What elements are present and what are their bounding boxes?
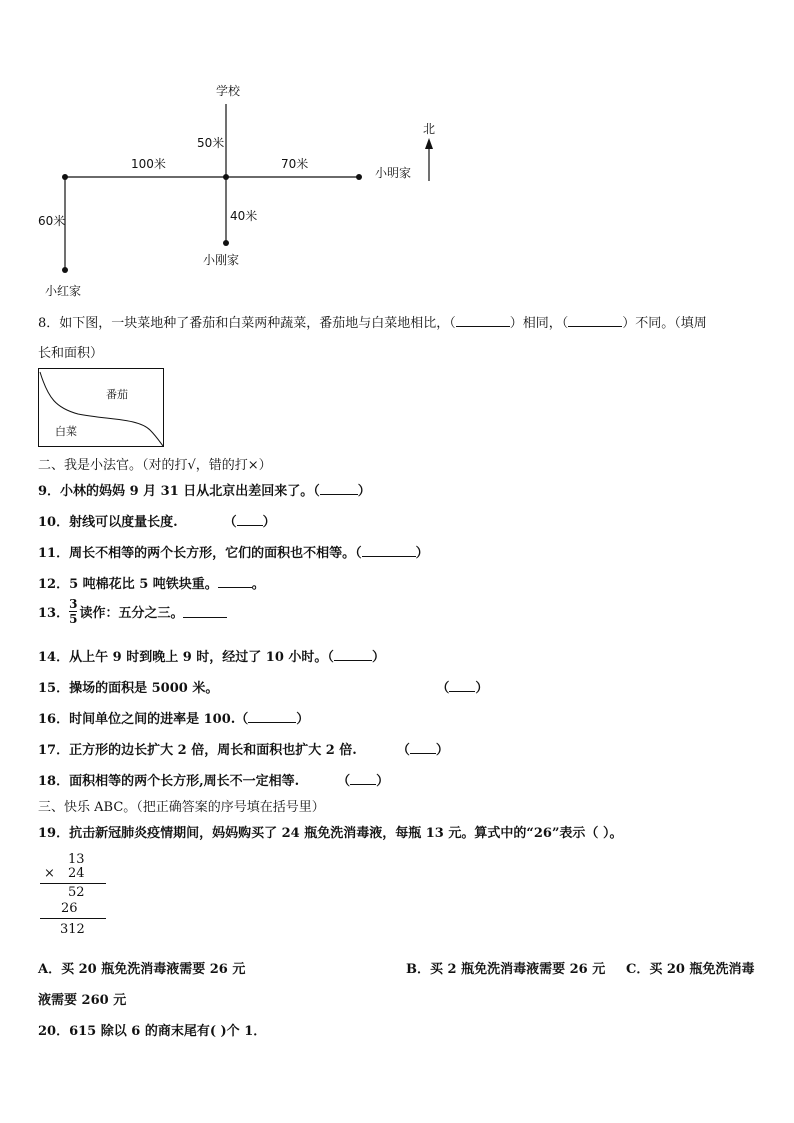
calc-result: 312 xyxy=(60,922,85,937)
question-8-line2: 长和面积） xyxy=(38,346,104,361)
calc-rule-2 xyxy=(40,918,106,919)
q15-blank[interactable] xyxy=(449,679,475,692)
label-tomato: 番茄 xyxy=(106,388,128,401)
question-8: 8．如下图，一块菜地种了番茄和白菜两种蔬菜，番茄地与白菜地相比，（ ）相同，（ ）不同。（填周 xyxy=(38,316,707,331)
q8-blank-2[interactable] xyxy=(568,314,622,327)
north-arrow-head xyxy=(425,138,433,149)
question-10: 10．射线可以度量长度. （ ） xyxy=(38,515,276,530)
question-17: 17．正方形的边长扩大 2 倍，周长和面积也扩大 2 倍. （ ） xyxy=(38,743,449,758)
q10-blank[interactable] xyxy=(237,513,263,526)
label-cabbage: 白菜 xyxy=(55,425,77,438)
fraction-three-fifths: $\frac{3}{5}$ xyxy=(69,597,78,626)
calc-partial-1: 52 xyxy=(68,885,85,900)
calc-partial-2: 26 xyxy=(61,901,78,916)
label-dist-hong: 60米 xyxy=(38,214,66,228)
question-12: 12．5 吨棉花比 5 吨铁块重。 。 xyxy=(38,577,265,592)
question-18: 18．面积相等的两个长方形,周长不一定相等. （ ） xyxy=(38,774,390,789)
q19-option-c[interactable]: C．买 20 瓶免洗消毒 xyxy=(626,962,755,977)
question-20: 20．615 除以 6 的商末尾有( )个 1． xyxy=(38,1024,267,1039)
q18-blank[interactable] xyxy=(350,772,376,785)
q8-blank-1[interactable] xyxy=(456,314,510,327)
label-school: 学校 xyxy=(216,84,241,98)
question-13: 13． $\frac{3}{5}$ 读作：五分之三。 xyxy=(38,597,227,626)
point-xiaoming xyxy=(356,174,362,180)
q12-blank[interactable] xyxy=(218,575,252,588)
label-dist-school: 50米 xyxy=(197,136,225,150)
point-xiaogang xyxy=(223,240,229,246)
label-dist-left: 100米 xyxy=(131,157,166,171)
q14-blank[interactable] xyxy=(334,648,372,661)
q11-blank[interactable] xyxy=(362,544,416,557)
label-xiaoming: 小明家 xyxy=(375,166,412,180)
q9-blank[interactable] xyxy=(320,482,358,495)
calc-factor-b: 24 xyxy=(68,866,85,881)
question-19: 19．抗击新冠肺炎疫情期间，妈妈购买了 24 瓶免洗消毒液，每瓶 13 元。算式中的“26”表示（ ）。 xyxy=(38,826,623,841)
label-xiaogang: 小刚家 xyxy=(203,253,240,267)
question-16: 16．时间单位之间的进率是 100.（ ） xyxy=(38,712,310,727)
q17-blank[interactable] xyxy=(410,741,436,754)
calc-rule-1 xyxy=(40,883,106,884)
q13-blank[interactable] xyxy=(183,605,227,618)
q19-option-b[interactable]: B．买 2 瓶免洗消毒液需要 26 元 xyxy=(406,962,606,977)
label-dist-right: 70米 xyxy=(281,157,309,171)
label-xiaohong: 小红家 xyxy=(45,284,82,298)
section-3-heading: 三、快乐 ABC。（把正确答案的序号填在括号里） xyxy=(38,800,325,815)
question-14: 14．从上午 9 时到晚上 9 时，经过了 10 小时。（ ） xyxy=(38,650,385,665)
question-9: 9．小林的妈妈 9 月 31 日从北京出差回来了。（ ） xyxy=(38,484,371,499)
q19-option-a[interactable]: A．买 20 瓶免洗消毒液需要 26 元 xyxy=(38,962,246,977)
calc-factor-a: 13 xyxy=(68,852,85,867)
question-15: 15．操场的面积是 5000 米。 （ ） xyxy=(38,681,489,696)
label-dist-down: 40米 xyxy=(230,209,258,223)
point-xiaohong xyxy=(62,267,68,273)
q19-option-c-cont: 液需要 260 元 xyxy=(38,993,127,1008)
section-2-heading: 二、我是小法官。（对的打√，错的打×） xyxy=(38,458,272,473)
point-left xyxy=(62,174,68,180)
point-center xyxy=(223,174,229,180)
label-north: 北 xyxy=(423,122,436,136)
question-11: 11．周长不相等的两个长方形，它们的面积也不相等。（ ） xyxy=(38,546,429,561)
calc-operator: × xyxy=(44,866,55,881)
route-map xyxy=(0,0,794,310)
q16-blank[interactable] xyxy=(248,710,296,723)
